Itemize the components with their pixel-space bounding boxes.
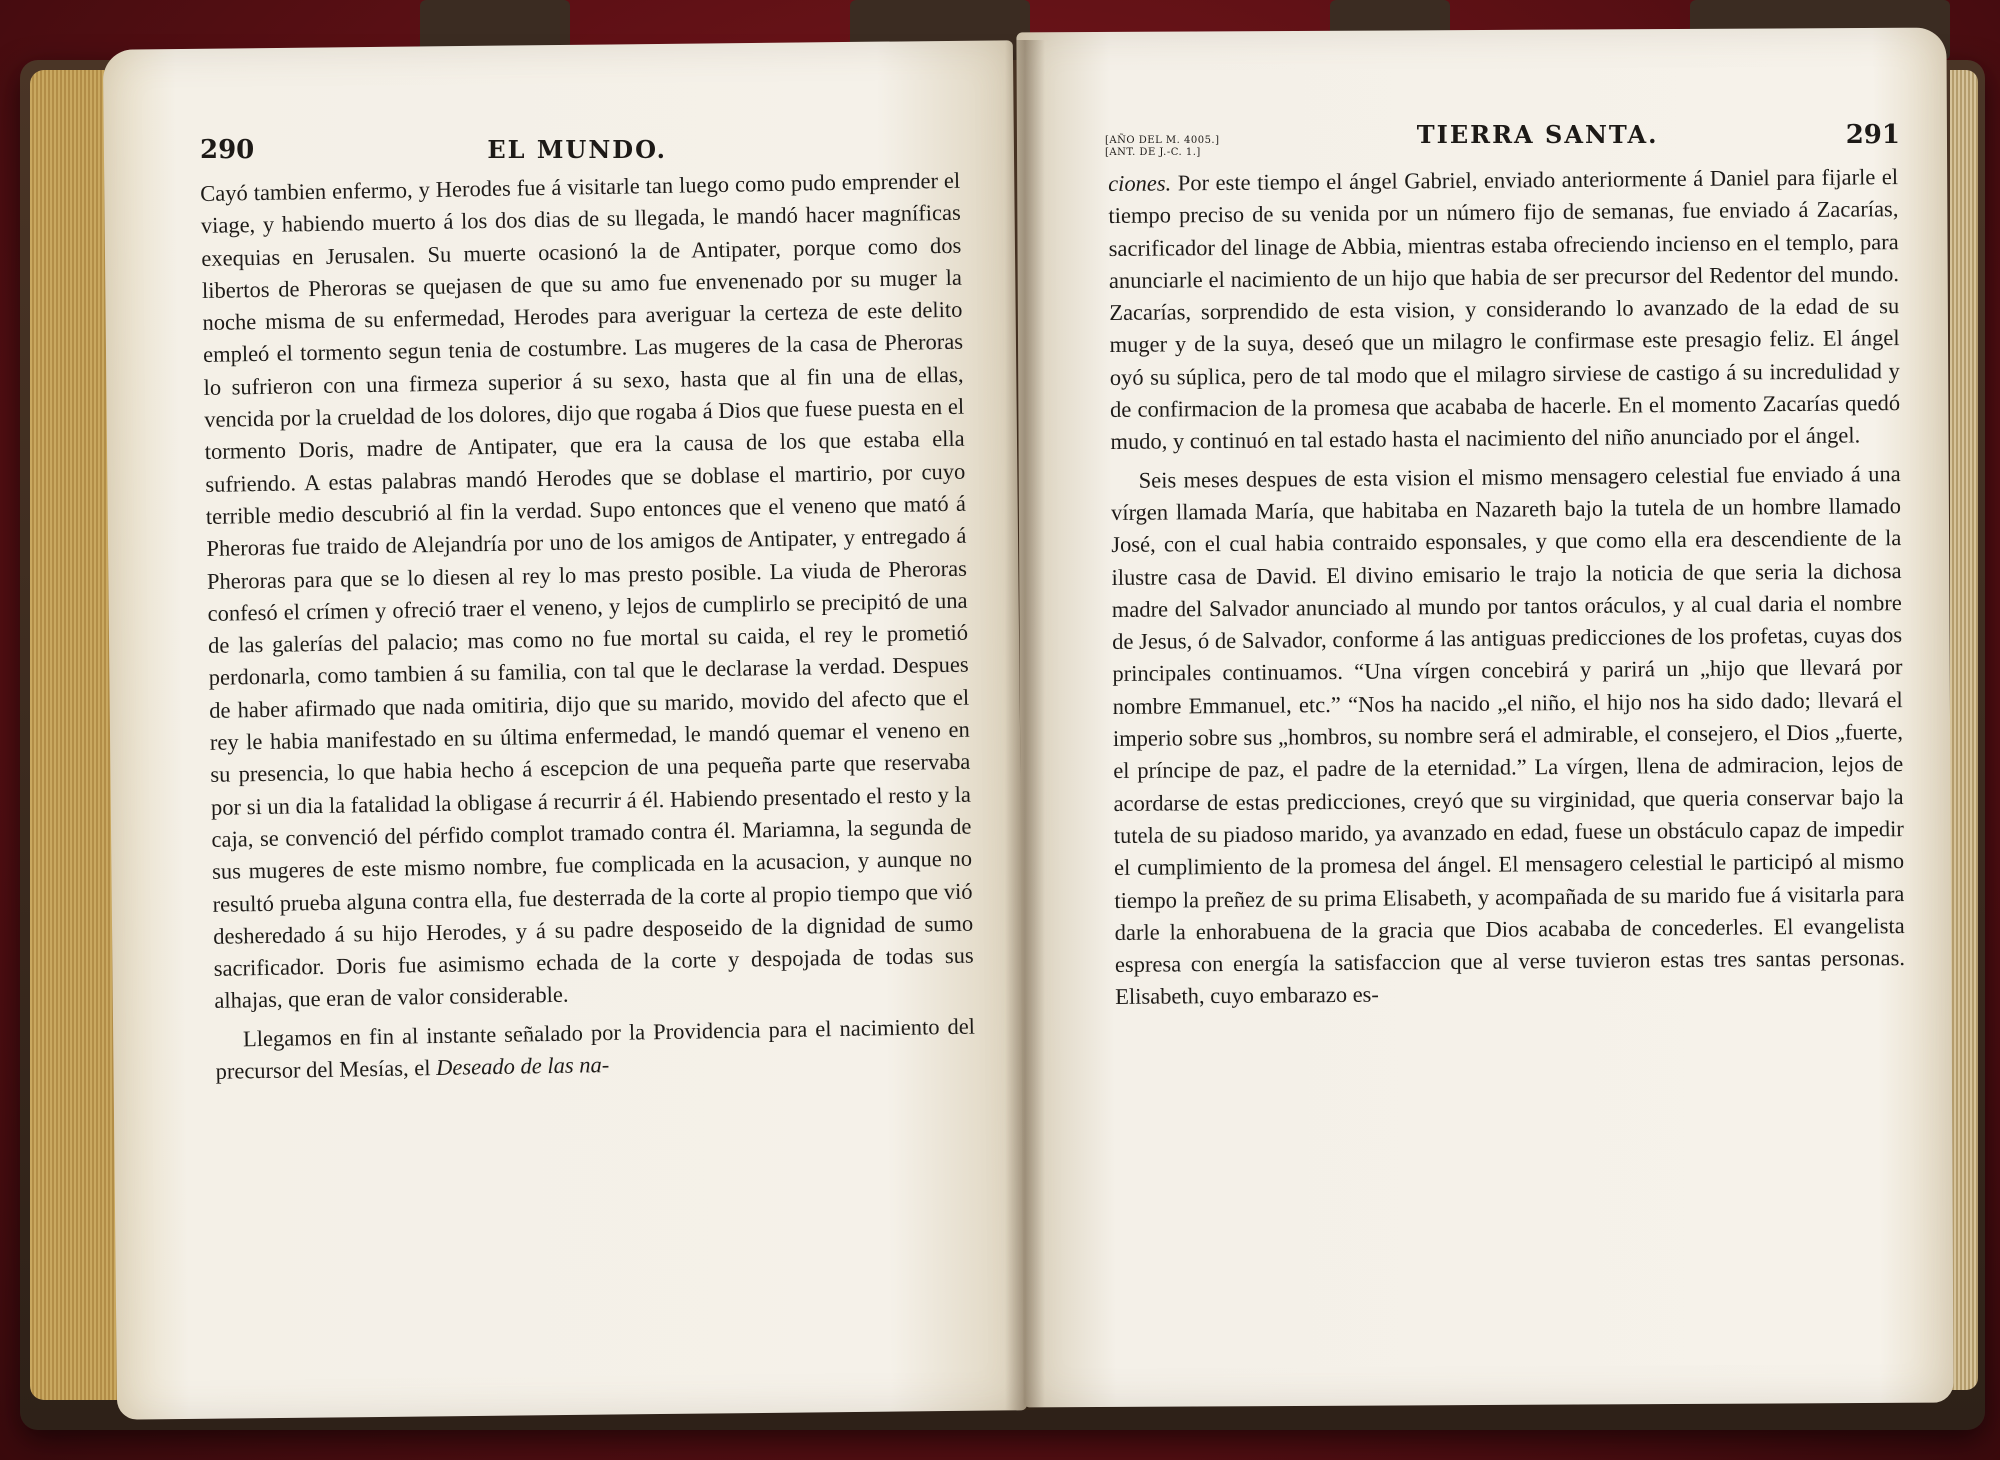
left-paragraph-2-text: Llegamos en fin al instante señalado por la Providencia para el nacimiento del precursor del Mesías, el [215,1013,976,1084]
left-paragraph-1: Cayó tambien enfermo, y Herodes fue á visitarle tan luego como pudo emprender el viage, y habiendo muerto á los dos dias de su llegada, le mandó hacer magníficas exequias en Jerusalen. Su muerte ocasionó la de Antipater, porque como dos libertos de Pheroras se quejasen de que su amo fue envenenado por su muger la noche misma de su enfermedad, Herodes para averiguar la certeza de este delito empleó el tormento segun tenia de costumbre. Las mugeres de la casa de Pheroras lo sufrieron con una firmeza superior á su sexo, hasta que al fin una de ellas, vencida por la crueldad de los dolores, dijo que rogaba á Dios que fuese puesta en el tormento Doris, madre de Antipater, que era la causa de los que estaba ella sufriendo. A estas palabras mandó Herodes que se doblase el martirio, por cuyo terrible medio descubrió al fin la verdad. Supo entonces que el veneno que mató á Pheroras fue traido de Alejandría por uno de los amigos de Antipater, y entregado á Pheroras para que se lo diesen al rey lo mas presto posible. La viuda de Pheroras confesó el crímen y ofreció traer el veneno, y lejos de cumplirlo se precipitó de una de las galerías del palacio; mas como no fue mortal su caida, el rey le prometió perdonarla, como tambien á su familia, con tal que le declarase la verdad. Despues de haber afirmado que nada omitiria, dijo que su marido, movido del afecto que el rey le habia manifestado en su última enfermedad, le mandó quemar el veneno en su presencia, lo que habia hecho á escepcion de una pequeña parte que reservaba por si un dia la fatalidad la obligase á recurrir á él. Habiendo presentado el resto y la caja, se convenció del pérfido complot tramado contra él. Mariamna, la segunda de sus mugeres de este mismo nombre, fue complicada en la acusacion, y aunque no resultó prueba alguna contra ella, fue desterrada de la corte al propio tiempo que vió desheredado á su hijo Herodes, y á su padre desposeido de la dignidad de sumo sacrificador. Doris fue asimismo echada de la corte y despojada de todas sus alhajas, que eran de valor considerable. [200,167,974,1014]
left-running-head: EL MUNDO. [487,135,667,164]
book-gutter [1005,40,1045,1410]
right-page-number: 291 [1845,120,1900,150]
right-page-header [1105,120,1900,159]
page-edges-right [1950,70,1978,1390]
right-paragraph-2: Seis meses despues de esta vision el mismo mensagero celestial fue enviado á una vírgen llamada María, que habitaba en Nazareth bajo la tutela de un hombre llamado José, con el cual habia contraido esponsales, y que como ella era descendiente de la ilustre casa de David. El divino emisario le trajo la noticia de que seria la dichosa madre del Salvador anunciado al mundo por tantos oráculos, y al cual daria el nombre de Jesus, ó de Salvador, conforme á las antiguas predicciones de los profetas, cuyas dos principales continuamos. “Una vírgen concebirá y parirá un „hijo que llevará por nombre Emmanuel, etc.” “Nos ha nacido „el niño, el hijo nos ha sido dado; llevará el imperio sobre sus „hombros, su nombre será el admirable, el consejero, el Dios „fuerte, el príncipe de paz, el padre de la eternidad.” La vírgen, llena de admiracion, lejos de acordarse de estas predicciones, creyó que su virginidad, que queria conservar bajo la tutela de su piadoso marido, ya avanzado en edad, fuese un obstáculo capaz de impedir el cumplimiento de la promesa del ángel. El mensagero celestial le participó al mismo tiempo la preñez de su prima Elisabeth, y acompañada de su marido fue á visitarla para darle la enhorabuena de la gracia que Dios acababa de concederles. El evangelista espresa con energía la satisfaccion que al verse tuvieron estas tres santas personas. Elisabeth, cuyo embarazo es- [1110,460,1906,1010]
date-block [1105,135,1220,159]
left-paragraph-2 [215,1010,976,1088]
left-paragraph-2-italic: Deseado de las na- [435,1052,610,1081]
right-paragraph-1 [1108,161,1901,459]
right-page-body [1108,161,1905,1014]
left-page-number: 290 [200,135,255,165]
right-running-head: TIERRA SANTA. [1416,120,1659,149]
date-line-2: [ANT. DE J.-C. 1.] [1105,147,1201,158]
right-paragraph-1-text: Por este tiempo el ángel Gabriel, enviado anteriormente á Daniel para fijarle el tiempo preciso de su venida por un número fijo de semanas, fue enviado á Zacarías, sacrificador del linage de Abbia, mientras estaba ofreciendo incienso en el templo, para anunciarle el nacimiento de un hijo que habia de ser precursor del Redentor del mundo. Zacarías, sorprendido de esta vision, y considerando lo avanzado de la edad de su muger y de la suya, deseó que un milagro le confirmase este presagio feliz. El ángel oyó su súplica, pero de tal modo que el milagro sirviese de castigo á su incredulidad y de confirmacion de la promesa que acababa de hacerle. En el momento Zacarías quedó mudo, y continuó en tal estado hasta el nacimiento del niño anunciado por el ángel. [1108,164,1901,455]
left-page-header [200,135,960,165]
date-line-1: [AÑO DEL M. 4005.] [1105,135,1220,146]
right-paragraph-1-italic: ciones. [1108,170,1172,196]
left-page-body [200,165,976,1088]
